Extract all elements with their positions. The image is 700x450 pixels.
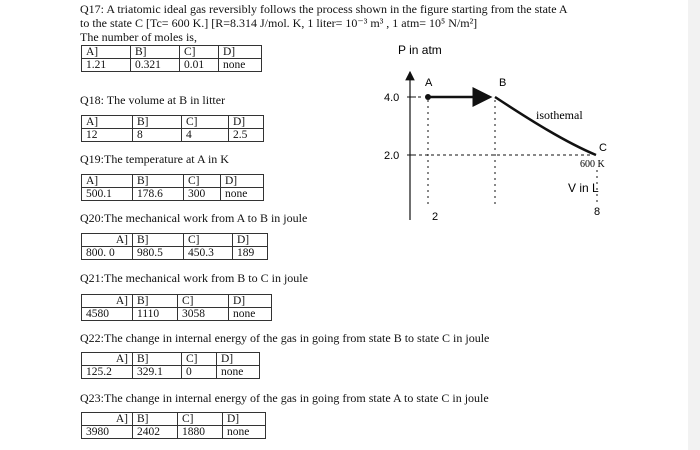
x-axis-label: V in L	[568, 181, 599, 195]
option-c-value: 4	[182, 129, 229, 142]
point-c-label: C	[599, 142, 607, 154]
options-value-row	[82, 366, 260, 379]
q22-options	[81, 352, 260, 379]
options-header-row	[82, 46, 262, 59]
option-d-label: D]	[229, 116, 264, 129]
y-tick-label: 4.0	[384, 92, 400, 104]
option-b-value: 980.5	[133, 247, 184, 260]
options-value-row	[82, 308, 272, 321]
option-d-value: none	[223, 426, 266, 439]
option-b-label: B]	[133, 295, 178, 308]
option-c-label: C]	[184, 175, 221, 188]
option-c-value: 0.01	[180, 59, 219, 72]
option-d-value: none	[221, 188, 264, 201]
option-a-label: A]	[82, 413, 133, 426]
y-tick-label: 2.0	[384, 150, 400, 162]
option-d-label: D]	[229, 295, 272, 308]
q19-options	[81, 174, 264, 201]
option-c-label: C]	[180, 46, 219, 59]
option-a-label: A]	[82, 46, 131, 59]
option-c-label: C]	[184, 234, 233, 247]
temperature-label: 600 K	[580, 159, 605, 170]
option-b-label: B]	[133, 353, 182, 366]
pv-diagram	[380, 40, 630, 225]
option-b-label: B]	[133, 234, 184, 247]
option-a-value: 4580	[82, 308, 133, 321]
options-value-row	[82, 247, 268, 260]
option-c-value: 300	[184, 188, 221, 201]
option-a-label: A]	[82, 116, 133, 129]
option-c-value: 1880	[178, 426, 223, 439]
options-header-row	[82, 413, 266, 426]
x-tick-label: 8	[594, 206, 601, 218]
y-axis-label: P in atm	[398, 43, 442, 57]
q19-text: Q19:The temperature at A in K	[80, 152, 229, 166]
option-b-value: 329.1	[133, 366, 182, 379]
option-d-value: 189	[233, 247, 268, 260]
options-header-row	[82, 116, 264, 129]
option-c-value: 0	[182, 366, 217, 379]
point-b-label: B	[499, 77, 507, 89]
option-b-label: B]	[133, 116, 182, 129]
option-a-value: 12	[82, 129, 133, 142]
option-d-label: D]	[221, 175, 264, 188]
q17-line3: The number of moles is,	[80, 30, 197, 44]
option-c-value: 3058	[178, 308, 229, 321]
option-d-label: D]	[219, 46, 262, 59]
q18-text: Q18: The volume at B in litter	[80, 93, 226, 107]
option-d-value: none	[217, 366, 260, 379]
q20-text: Q20:The mechanical work from A to B in joule	[80, 211, 308, 225]
q21-options	[81, 294, 272, 321]
q22-text: Q22:The change in internal energy of the gas in going from state B to state C in joule	[80, 331, 490, 345]
option-b-label: B]	[133, 175, 184, 188]
option-c-label: C]	[178, 295, 229, 308]
options-value-row	[82, 188, 264, 201]
options-header-row	[82, 295, 272, 308]
option-b-value: 8	[133, 129, 182, 142]
option-a-label: A]	[82, 353, 133, 366]
option-a-value: 800. 0	[82, 247, 133, 260]
option-d-label: D]	[233, 234, 268, 247]
isothermal-curve	[495, 97, 596, 155]
option-c-label: C]	[182, 353, 217, 366]
options-value-row	[82, 426, 266, 439]
q17-line1: Q17: A triatomic ideal gas reversibly follows the process shown in the figure starting from the state A	[80, 2, 568, 16]
page-edge-shadow	[688, 0, 700, 450]
x-tick-label: 2	[432, 211, 439, 223]
options-header-row	[82, 353, 260, 366]
q21-text: Q21:The mechanical work from B to C in joule	[80, 271, 308, 285]
option-a-value: 3980	[82, 426, 133, 439]
option-b-value: 1110	[133, 308, 178, 321]
option-a-value: 500.1	[82, 188, 133, 201]
point-a-label: A	[425, 77, 433, 89]
option-b-label: B]	[131, 46, 180, 59]
option-a-value: 1.21	[82, 59, 131, 72]
options-header-row	[82, 175, 264, 188]
q23-text: Q23:The change in internal energy of the gas in going from state A to state C in joule	[80, 391, 489, 405]
option-c-label: C]	[178, 413, 223, 426]
option-a-label: A]	[82, 295, 133, 308]
option-a-label: A]	[82, 175, 133, 188]
option-a-value: 125.2	[82, 366, 133, 379]
q20-options	[81, 233, 268, 260]
option-a-label: A]	[82, 234, 133, 247]
options-value-row	[82, 129, 264, 142]
option-b-label: B]	[133, 413, 178, 426]
q17-options	[81, 45, 262, 72]
option-b-value: 0.321	[131, 59, 180, 72]
q17-line2: to the state C [Tc= 600 K.] [R=8.314 J/mol. K, 1 liter= 10⁻³ m³ , 1 atm= 10⁵ N/m²]	[80, 16, 478, 30]
option-d-label: D]	[223, 413, 266, 426]
option-d-value: none	[229, 308, 272, 321]
options-value-row	[82, 59, 262, 72]
option-c-label: C]	[182, 116, 229, 129]
option-d-value: none	[219, 59, 262, 72]
option-d-label: D]	[217, 353, 260, 366]
q23-options	[81, 412, 266, 439]
option-c-value: 450.3	[184, 247, 233, 260]
option-b-value: 2402	[133, 426, 178, 439]
option-b-value: 178.6	[133, 188, 184, 201]
q18-options	[81, 115, 264, 142]
isothermal-label: isothemal	[536, 108, 583, 122]
option-d-value: 2.5	[229, 129, 264, 142]
options-header-row	[82, 234, 268, 247]
